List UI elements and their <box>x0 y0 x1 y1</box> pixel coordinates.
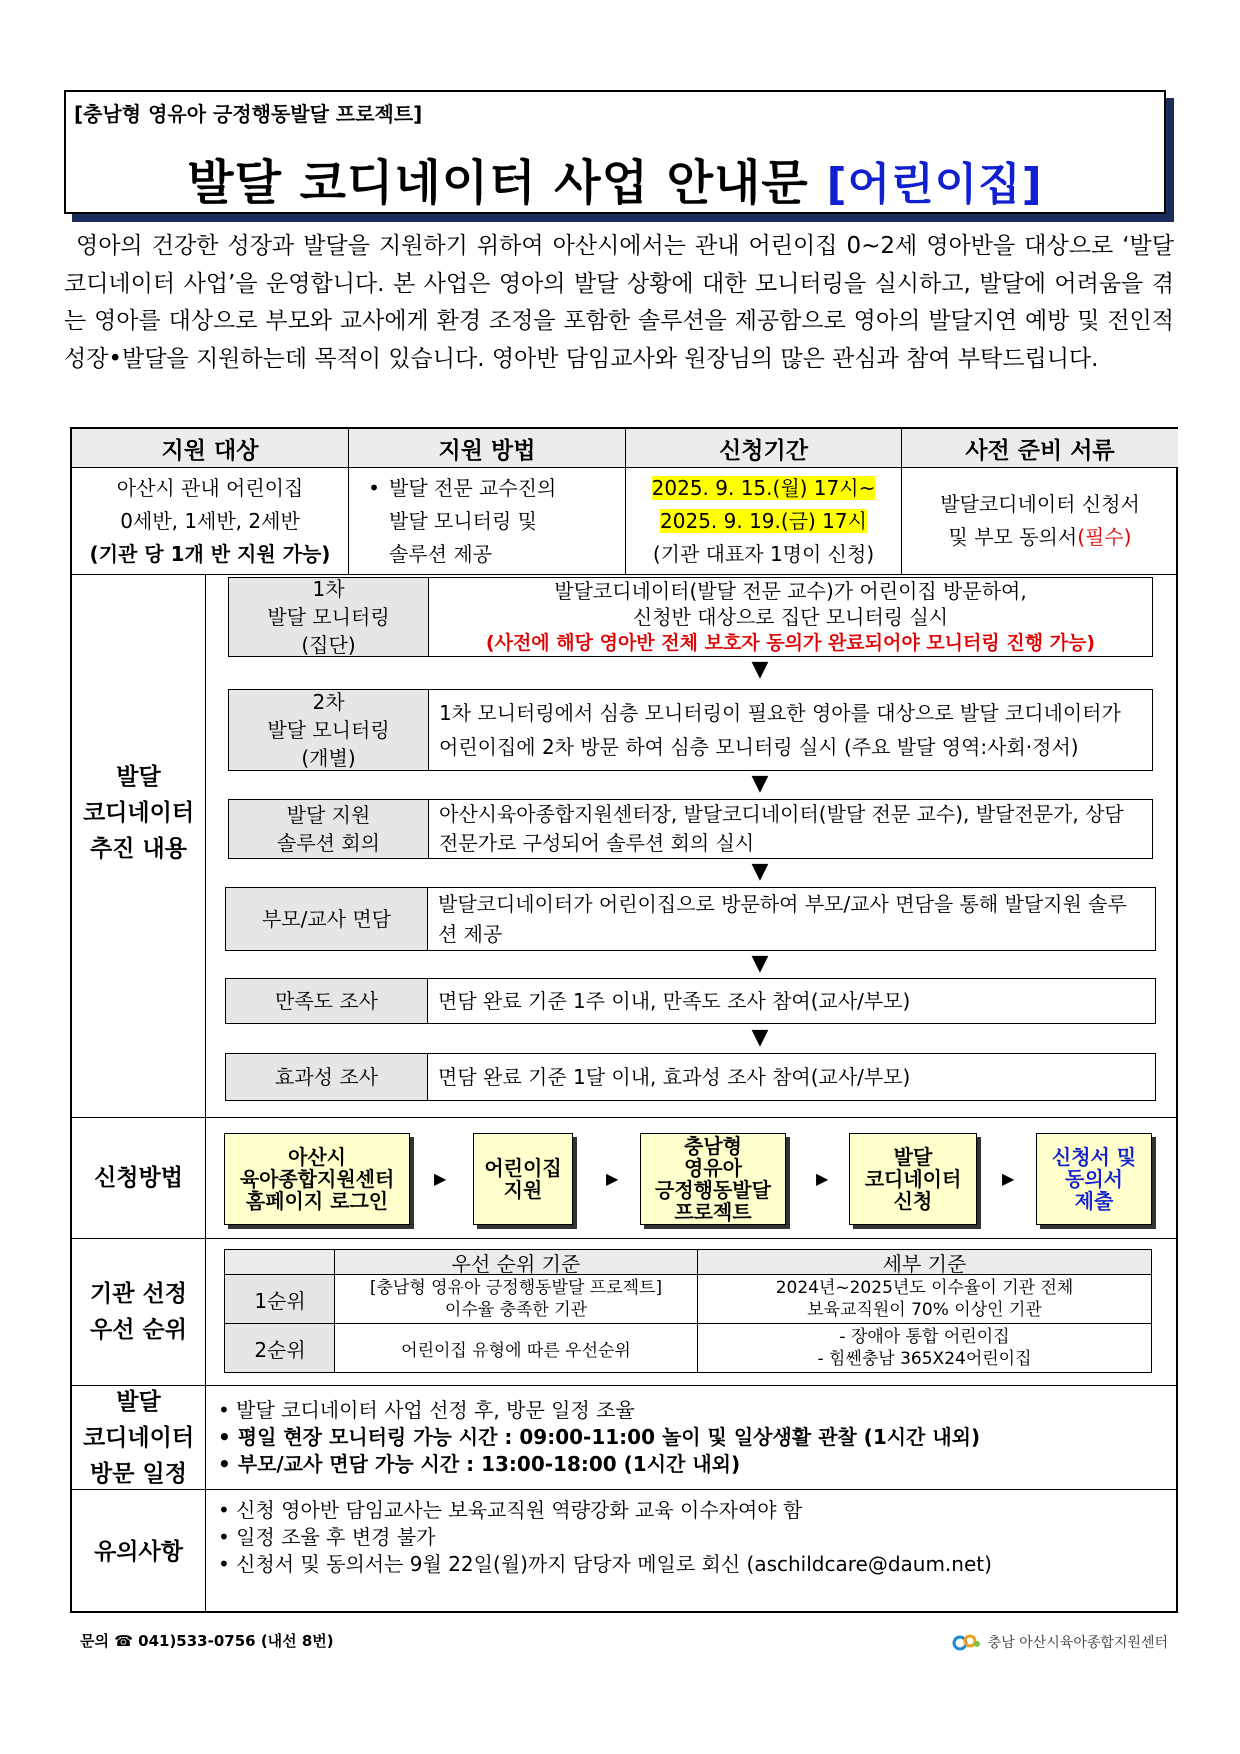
step-4 <box>225 887 1156 951</box>
apply-step-4-l2: 코디네이터 <box>864 1167 962 1191</box>
visit-item-2: 평일 현장 모니터링 가능 시간 : 09:00-11:00 놀이 및 일상생활 관찰 (1시간 내외) <box>237 1425 981 1449</box>
priority-table <box>224 1249 1152 1373</box>
apply-step-1-l2: 육아종합지원센터 <box>239 1167 395 1191</box>
apply-step-1-l3: 홈페이지 로그인 <box>245 1189 389 1213</box>
rank-1-criteria <box>335 1275 697 1323</box>
step-2-name2: 발달 모니터링 <box>267 718 390 742</box>
method-line3: 솔루션 제공 <box>389 542 492 566</box>
step-1-name3: (집단) <box>301 633 356 657</box>
step-2-name1: 2차 <box>312 690 345 714</box>
visit-item: • 발달 코디네이터 사업 선정 후, 방문 일정 조율 <box>218 1398 635 1422</box>
contact-info <box>80 1630 334 1651</box>
apply-step-5-l3: 제출 <box>1074 1189 1114 1213</box>
note-item-3: 신청서 및 동의서는 9월 22일(월)까지 담당자 메일로 회신 (aschildcare@daum.net) <box>236 1552 992 1576</box>
step-1-desc1: 발달코디네이터(발달 전문 교수)가 어린이집 방문하여, <box>554 579 1027 603</box>
rank-2: 2순위 <box>225 1324 335 1372</box>
step-2 <box>228 689 1153 771</box>
apply-step-4-l3: 신청 <box>893 1189 933 1213</box>
notes-list <box>218 1497 1173 1578</box>
apply-step-4 <box>849 1133 977 1225</box>
visit-label-line3: 방문 일정 <box>90 1460 187 1487</box>
phone-icon: ☎ <box>114 1632 133 1650</box>
apply-step-1-l1: 아산시 <box>288 1145 346 1169</box>
apply-step-5 <box>1036 1133 1152 1225</box>
step-1-desc2: 신청반 대상으로 집단 모니터링 실시 <box>632 605 949 629</box>
apply-step-3-l1: 충남형 <box>684 1134 742 1158</box>
target-line1: 아산시 관내 어린이집 <box>116 475 304 500</box>
target-cell <box>72 468 348 574</box>
arrow-right-icon: ▶ <box>816 1169 829 1188</box>
step-6 <box>225 1053 1156 1101</box>
step-6-name: 효과성 조사 <box>226 1054 428 1100</box>
visit-label <box>72 1386 205 1489</box>
page-title <box>66 144 1164 213</box>
apply-step-3-l2: 영유아 <box>684 1156 742 1180</box>
arrow-down-icon: ▼ <box>751 657 769 682</box>
priority-header-blank <box>225 1250 335 1274</box>
rank-1: 1순위 <box>225 1275 335 1323</box>
docs-line1: 발달코디네이터 신청서 <box>940 492 1140 516</box>
step-5-desc: 면담 완료 기준 1주 이내, 만족도 조사 참여(교사/부모) <box>438 989 911 1013</box>
docs-line2: 및 부모 동의서 <box>948 525 1078 549</box>
arrow-down-icon: ▼ <box>751 1025 769 1050</box>
method-line2: 발달 모니터링 및 <box>389 509 537 533</box>
org-logo-icon <box>952 1632 982 1652</box>
note-item-1: 신청 영아반 담임교사는 보육교직원 역량강화 교육 이수자여야 함 <box>236 1498 803 1522</box>
step-1 <box>228 577 1153 657</box>
period-cell <box>626 468 901 574</box>
process-label <box>72 575 205 1050</box>
step-6-desc: 면담 완료 기준 1달 이내, 효과성 조사 참여(교사/부모) <box>438 1065 911 1089</box>
visit-item: • 평일 현장 모니터링 가능 시간 : 09:00-11:00 놀이 및 일상생활 관찰 (1시간 내외) <box>218 1425 981 1449</box>
header-target: 지원 대상 <box>72 429 348 467</box>
step-3 <box>228 799 1153 859</box>
target-line2: 0세반, 1세반, 2세반 <box>120 508 300 533</box>
rank-1-crit2: 이수율 충족한 기관 <box>444 1300 588 1320</box>
target-line3: (기관 당 1개 반 지원 가능) <box>89 541 331 566</box>
note-item: • 일정 조율 후 변경 불가 <box>218 1525 436 1549</box>
apply-step-3-l4: 프로젝트 <box>674 1200 752 1224</box>
period-end: 2025. 9. 19.(금) 17시 <box>660 508 867 533</box>
step-1-name <box>229 578 429 656</box>
note-item: • 신청 영아반 담임교사는 보육교직원 역량강화 교육 이수자여야 함 <box>218 1498 803 1522</box>
intro-paragraph: 영아의 건강한 성장과 발달을 지원하기 위하여 아산시에서는 관내 어린이집 0~2세 영아반을 대상으로 ‘발달코디네이터 사업’을 운영합니다. 본 사업은 영아의 발달 상황에 대한 모니터링을 실시하고, 발달에 어려움을 겪는 영아를 대상으로 부모와 교사에게 환경 조정을 포함한 솔루션을 제공함으로 영아의 발달지연 예방 및 전인적 성장•발달을 지원하는데 목적이 있습니다. 영아반 담임교사와 원장님의 많은 관심과 참여 부탁드립니다. <box>64 233 1174 372</box>
step-3-desc: 아산시육아종합지원센터장, 발달코디네이터(발달 전문 교수), 발달전문가, 상담전문가로 구성되어 솔루션 회의 실시 <box>439 802 1124 855</box>
header-method: 지원 방법 <box>349 429 625 467</box>
step-2-name3: (개별) <box>301 746 356 770</box>
step-2-name <box>229 690 429 770</box>
step-4-name: 부모/교사 면담 <box>226 888 428 950</box>
org-name: 충남 아산시육아종합지원센터 <box>987 1635 1168 1651</box>
apply-label: 신청방법 <box>94 1165 183 1191</box>
priority-label-line1: 기관 선정 <box>90 1281 187 1307</box>
apply-step-2-l2: 지원 <box>503 1178 543 1202</box>
visit-item: • 부모/교사 면담 가능 시간 : 13:00-18:00 (1시간 내외) <box>218 1452 741 1476</box>
step-3-name <box>229 800 429 858</box>
docs-cell <box>902 468 1178 574</box>
step-3-name2: 솔루션 회의 <box>277 831 380 855</box>
title-main: 발달 코디네이터 사업 안내문 <box>187 155 809 211</box>
arrow-right-icon: ▶ <box>606 1169 619 1188</box>
rank-2-detail1: - 장애아 통합 어린이집 <box>839 1327 1010 1347</box>
priority-label-line2: 우선 순위 <box>90 1317 187 1343</box>
step-1-desc <box>429 578 1152 656</box>
apply-step-5-l1: 신청서 및 <box>1051 1145 1137 1169</box>
main-table <box>70 427 1178 1613</box>
period-start: 2025. 9. 15.(월) 17시~ <box>651 475 876 500</box>
method-cell <box>349 468 625 574</box>
note-item-2: 일정 조율 후 변경 불가 <box>236 1525 436 1549</box>
step-1-name1: 1차 <box>312 577 345 601</box>
visit-label-line1: 발달 <box>116 1388 161 1415</box>
contact-label: 문의 <box>80 1632 109 1650</box>
step-4-desc: 발달코디네이터가 어린이집으로 방문하여 부모/교사 면담을 통해 발달지원 솔루션 제공 <box>438 892 1127 946</box>
step-3-name1: 발달 지원 <box>286 803 371 827</box>
visit-list <box>218 1397 1173 1478</box>
apply-step-3 <box>640 1133 786 1225</box>
step-1-name2: 발달 모니터링 <box>267 605 390 629</box>
title-box <box>64 90 1166 214</box>
priority-header-detail: 세부 기준 <box>698 1250 1151 1274</box>
apply-step-4-l1: 발달 <box>893 1145 933 1169</box>
apply-step-5-l2: 동의서 <box>1065 1167 1123 1191</box>
apply-step-2 <box>473 1133 573 1225</box>
process-label-line2: 코디네이터 <box>82 799 195 826</box>
visit-label-line2: 코디네이터 <box>82 1424 195 1451</box>
rank-1-detail <box>698 1275 1151 1323</box>
method-line1: 발달 전문 교수진의 <box>389 476 557 500</box>
priority-header-criteria: 우선 순위 기준 <box>335 1250 697 1274</box>
priority-label <box>72 1239 205 1385</box>
apply-step-3-l3: 긍정행동발달 <box>655 1178 771 1202</box>
step-1-desc3: (사전에 해당 영아반 전체 보호자 동의가 완료되어야 모니터링 진행 가능) <box>485 632 1096 654</box>
rank-1-detail2: 보육교직원이 70% 이상인 기관 <box>807 1300 1042 1320</box>
step-5 <box>225 978 1156 1024</box>
rank-2-detail2: - 힘쎈충남 365X24어린이집 <box>817 1349 1032 1369</box>
docs-required: (필수) <box>1077 525 1132 549</box>
title-sub: [어린이집] <box>826 159 1043 210</box>
rank-2-detail <box>698 1324 1151 1372</box>
contact-number: 041)533-0756 (내선 8번) <box>138 1632 334 1650</box>
arrow-down-icon: ▼ <box>751 771 769 796</box>
apply-step-1 <box>224 1133 410 1225</box>
process-label-line3: 추진 내용 <box>90 835 187 862</box>
process-label-line1: 발달 <box>116 763 161 790</box>
arrow-down-icon: ▼ <box>751 951 769 976</box>
visit-item-1: 발달 코디네이터 사업 선정 후, 방문 일정 조율 <box>236 1398 635 1422</box>
project-label: [충남형 영유아 긍정행동발달 프로젝트] <box>74 102 423 126</box>
notes-label: 유의사항 <box>94 1538 183 1565</box>
rank-1-crit1: [충남형 영유아 긍정행동발달 프로젝트] <box>369 1278 663 1298</box>
step-5-name: 만족도 조사 <box>226 979 428 1023</box>
method-bullet: • <box>368 476 380 500</box>
period-note: (기관 대표자 1명이 신청) <box>652 541 875 566</box>
note-item: • 신청서 및 동의서는 9월 22일(월)까지 담당자 메일로 회신 (aschildcare@daum.net) <box>218 1552 992 1576</box>
org-logo <box>952 1632 1168 1652</box>
apply-step-2-l1: 어린이집 <box>484 1156 562 1180</box>
rank-2-criteria: 어린이집 유형에 따른 우선순위 <box>401 1340 631 1361</box>
header-period: 신청기간 <box>626 429 901 467</box>
step-2-desc: 1차 모니터링에서 심층 모니터링이 필요한 영아를 대상으로 발달 코디네이터가 어린이집에 2차 방문 하여 심층 모니터링 실시 (주요 발달 영역:사회·정서) <box>439 701 1121 759</box>
arrow-right-icon: ▶ <box>434 1169 447 1188</box>
header-docs: 사전 준비 서류 <box>902 429 1178 467</box>
arrow-right-icon: ▶ <box>1002 1169 1015 1188</box>
visit-item-3: 부모/교사 면담 가능 시간 : 13:00-18:00 (1시간 내외) <box>237 1452 741 1476</box>
arrow-down-icon: ▼ <box>751 859 769 884</box>
rank-1-detail1: 2024년~2025년도 이수율이 기관 전체 <box>775 1278 1074 1298</box>
